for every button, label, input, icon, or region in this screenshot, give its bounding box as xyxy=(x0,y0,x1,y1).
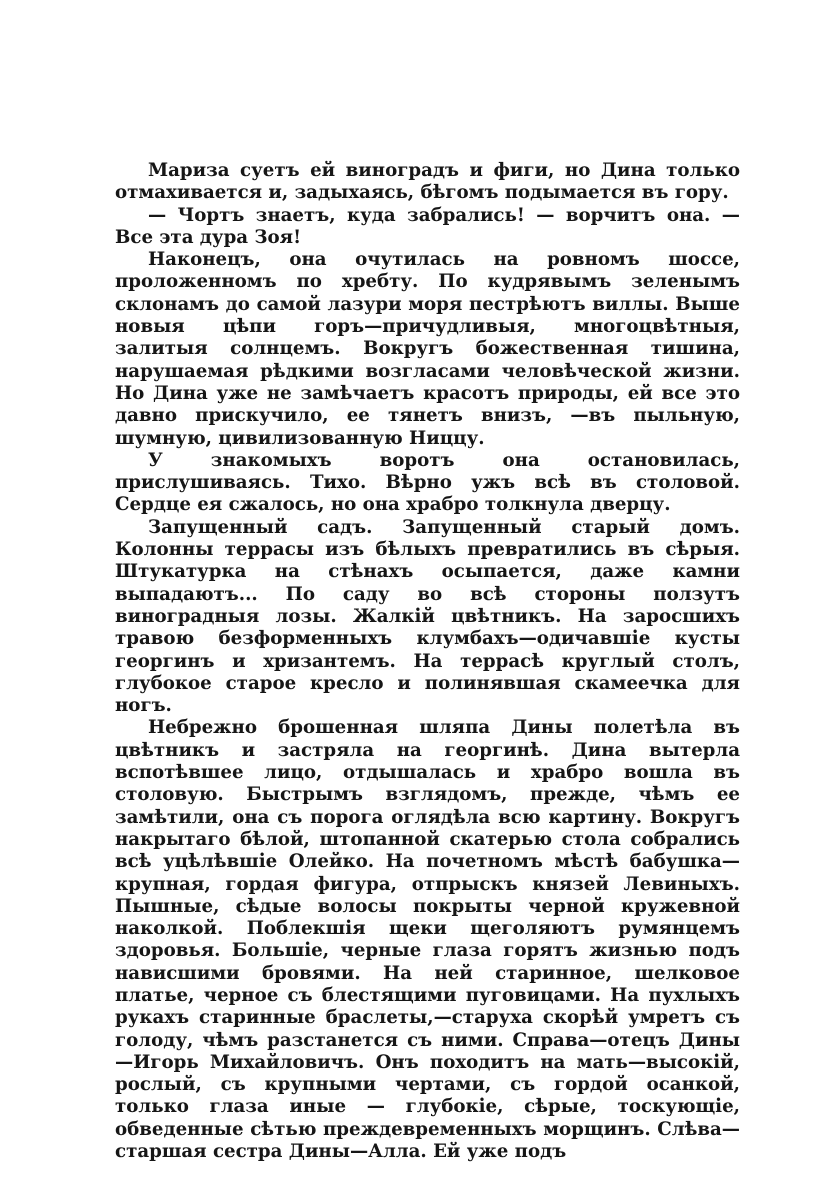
paragraph: У знакомыхъ воротъ она остановилась, прислушиваясь. Тихо. Вѣрно ужъ всѣ въ столовой. Сердце ея сжалось, но она храбро толкнула дверцу. xyxy=(115,449,740,516)
paragraph: Небрежно брошенная шляпа Дины полетѣла въ цвѣтникъ и застряла на георгинѣ. Дина вытерла вспотѣвшее лицо, отдышалась и храбро вошла въ столовую. Быстрымъ взглядомъ, прежде, чѣмъ ее замѣтили, она съ порога оглядѣла всю картину. Вокругъ накрытаго бѣлой, штопанной скатерью стола собрались всѣ уцѣлѣвшіе Олейко. На почетномъ мѣстѣ бабушка—крупная, гордая фигура, отпрыскъ князей Левиныхъ. Пышные, сѣдые волосы покрыты черной кружевной наколкой. Поблекшія щеки щеголяютъ румянцемъ здоровья. Большіе, черные глаза горятъ жизнью подъ нависшими бровями. На ней старинное, шелковое платье, черное съ блестящими пуговицами. На пухлыхъ рукахъ старинные браслеты,—старуха скорѣй умретъ съ голоду, чѣмъ разстанется съ ними. Справа—отецъ Дины—Игорь Михайловичъ. Онъ походитъ на мать—высокій, рослый, съ крупными чертами, съ гордой осанкой, только глаза иные — глубокіе, сѣрые, тоскующіе, обведенные сѣтью преждевременныхъ морщинъ. Слѣва—старшая сестра Дины—Алла. Ей уже подъ xyxy=(115,717,740,1163)
paragraph: — Чортъ знаетъ, куда забрались! — ворчитъ она. — Все эта дура Зоя! xyxy=(115,204,740,248)
paragraph: Мариза суетъ ей виноградъ и фиги, но Дина только отмахивается и, задыхаясь, бѣгомъ подымается въ гору. xyxy=(115,160,740,204)
paragraph: Запущенный садъ. Запущенный старый домъ. Колонны террасы изъ бѣлыхъ превратились въ сѣрыя. Штукатурка на стѣнахъ осыпается, даже камни выпадаютъ... По саду во всѣ стороны ползутъ виноградныя лозы. Жалкій цвѣтникъ. На заросшихъ травою безформенныхъ клумбахъ—одичавшіе кусты георгинъ и хризантемъ. На террасѣ круглый столъ, глубокое старое кресло и полинявшая скамеечка для ногъ. xyxy=(115,516,740,717)
paragraph: Наконецъ, она очутилась на ровномъ шоссе, проложенномъ по хребту. По кудрявымъ зеленымъ склонамъ до самой лазури моря пестрѣютъ виллы. Выше новыя цѣпи горъ—причудливыя, многоцвѣтныя, залитыя солнцемъ. Вокругъ божественная тишина, нарушаемая рѣдкими возгласами человѣческой жизни. Но Дина уже не замѣчаетъ красотъ природы, ей все это давно прискучило, ее тянетъ внизъ, —въ пыльную, шумную, цивилизованную Ниццу. xyxy=(115,249,740,449)
body-text xyxy=(115,160,740,1163)
